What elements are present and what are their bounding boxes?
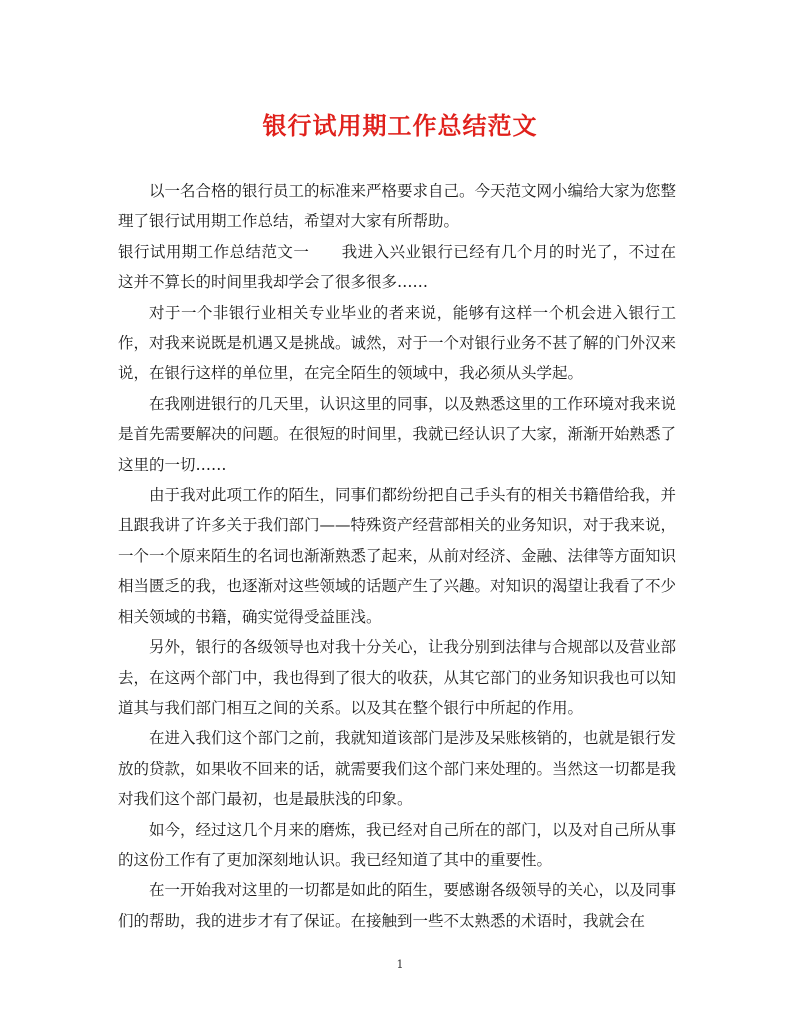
section-heading: 银行试用期工作总结范文一 (118, 242, 310, 261)
section-heading-paragraph (118, 237, 676, 298)
section-opening-text: 我进入兴业银行已经有几个月的时光了，不过在这并不算长的时间里我却学会了很多很多…… (118, 242, 676, 292)
intro-paragraph: 以一名合格的银行员工的标准来严格要求自己。今天范文网小编给大家为您整理了银行试用期工作总结，希望对大家有所帮助。 (118, 182, 677, 231)
body-paragraph-4: 另外，银行的各级领导也对我十分关心，让我分别到法律与合规部以及营业部去，在这两个部门中，我也得到了很大的收获，从其它部门的业务知识我也可以知道其与我们部门相互之间的关系。以及其在整个银行中所起的作用。 (118, 638, 677, 717)
body-paragraph-5: 在进入我们这个部门之前，我就知道该部门是涉及呆账核销的，也就是银行发放的贷款，如果收不回来的话，就需要我们这个部门来处理的。当然这一切都是我对我们这个部门最初，也是最肤浅的印象。 (118, 729, 677, 809)
document-body (118, 176, 676, 936)
body-paragraph-1: 对于一个非银行业相关专业毕业的者来说，能够有这样一个机会进入银行工作，对我来说既是机遇又是挑战。诚然，对于一个对银行业务不甚了解的门外汉来说，在银行这样的单位里，在完全陌生的领域中，我必须从头学起。 (118, 303, 677, 383)
body-paragraph-6: 如今，经过这几个月来的磨炼，我已经对自己所在的部门，以及对自己所从事的这份工作有了更加深刻地认识。我已经知道了其中的重要性。 (118, 820, 677, 869)
page-number: 1 (396, 958, 404, 971)
body-paragraph-3: 由于我对此项工作的陌生，同事们都纷纷把自己手头有的相关书籍借给我，并且跟我讲了许多关于我们部门——特殊资产经营部相关的业务知识，对于我来说，一个一个原来陌生的名词也渐渐熟悉了起来，从前对经济、金融、法律等方面知识相当匮乏的我，也逐渐对这些领域的话题产生了兴趣。对知识的渴望让我看了不少相关领域的书籍，确实觉得受益匪浅。 (118, 486, 677, 626)
body-paragraph-2: 在我刚进银行的几天里，认识这里的同事，以及熟悉这里的工作环境对我来说是首先需要解决的问题。在很短的时间里，我就已经认识了大家，渐渐开始熟悉了这里的一切…… (118, 394, 677, 474)
document-title: 银行试用期工作总结范文 (262, 111, 538, 140)
body-paragraph-7: 在一开始我对这里的一切都是如此的陌生，要感谢各级领导的关心，以及同事们的帮助，我的进步才有了保证。在接触到一些不太熟悉的术语时，我就会在 (118, 881, 677, 930)
